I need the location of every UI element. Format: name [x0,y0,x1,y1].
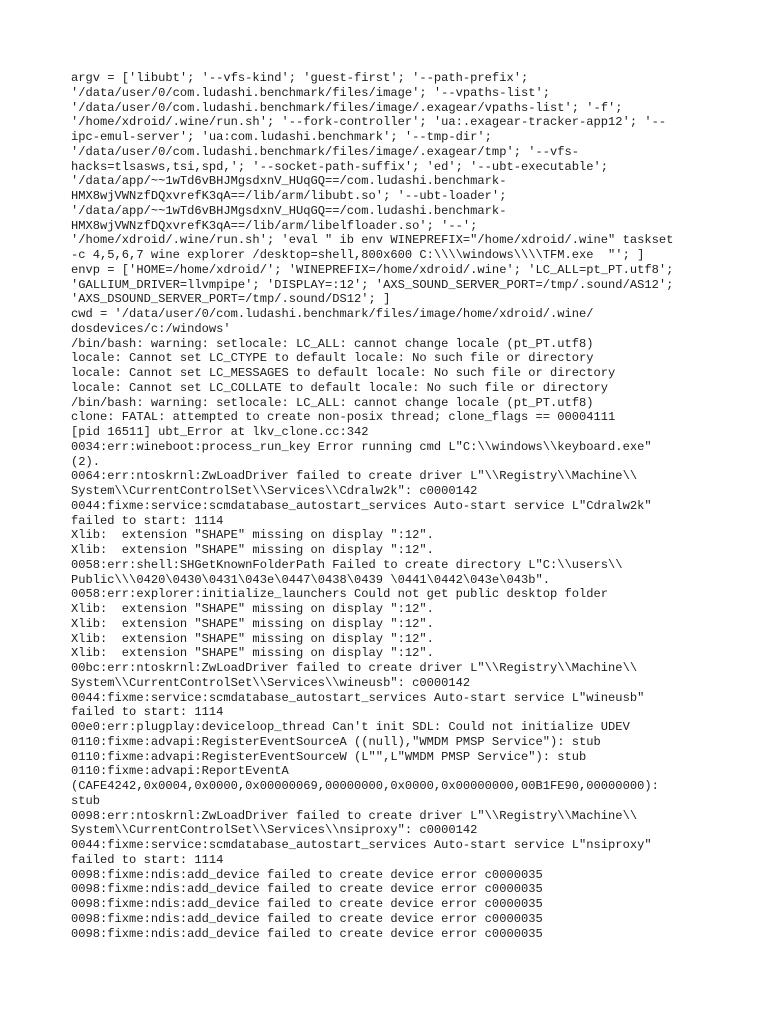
log-line: 0098:fixme:ndis:add_device failed to create device error c0000035 [71,867,543,882]
log-line: 'AXS_DSOUND_SERVER_PORT=/tmp/.sound/DS12'; ] [71,292,391,307]
log-output[interactable] [71,71,711,941]
log-line: envp = ['HOME=/home/xdroid/'; 'WINEPREFIX=/home/xdroid/.wine'; 'LC_ALL=pt_PT.utf8'; [71,262,674,277]
log-line: 0110:fixme:advapi:ReportEventA [71,764,289,779]
log-line: clone: FATAL: attempted to create non-posix thread; clone_flags == 00004111 [71,410,616,425]
log-line: 0098:err:ntoskrnl:ZwLoadDriver failed to create driver L"\\Registry\\Machine\\ [71,808,638,823]
log-line: '/data/user/0/com.ludashi.benchmark/files/image/.exagear/vpaths-list'; '-f'; [71,100,623,115]
log-line: Xlib: extension "SHAPE" missing on display ":12". [71,646,434,661]
log-line: 0044:fixme:service:scmdatabase_autostart_services Auto-start service L"wineusb" [71,690,645,705]
log-line: stub [71,793,101,808]
log-line: 0044:fixme:service:scmdatabase_autostart_services Auto-start service L"Cdralw2k" [71,498,652,513]
log-line: locale: Cannot set LC_COLLATE to default locale: No such file or directory [71,380,609,395]
log-line: '/data/app/~~1wTd6vBHJMgsdxnV_HUqGQ==/com.ludashi.benchmark- [71,174,507,189]
log-line: -c 4,5,6,7 wine explorer /desktop=shell,800x600 C:\\\\windows\\\\TFM.exe "'; ] [71,248,645,262]
log-line: /bin/bash: warning: setlocale: LC_ALL: cannot change locale (pt_PT.utf8) [71,395,594,410]
log-line: 0110:fixme:advapi:RegisterEventSourceW (L"",L"WMDM PMSP Service"): stub [71,749,587,764]
log-line: Xlib: extension "SHAPE" missing on display ":12". [71,602,434,616]
log-line: 00bc:err:ntoskrnl:ZwLoadDriver failed to create driver L"\\Registry\\Machine\\ [71,661,638,675]
log-line: 0058:err:explorer:initialize_launchers Could not get public desktop folder [71,587,609,602]
log-line: failed to start: 1114 [71,513,224,528]
log-line: System\\CurrentControlSet\\Services\\Cdralw2k": c0000142 [71,484,478,498]
log-line: System\\CurrentControlSet\\Services\\wineusb": c0000142 [71,675,471,690]
log-line: locale: Cannot set LC_CTYPE to default locale: No such file or directory [71,351,594,366]
log-line: Xlib: extension "SHAPE" missing on display ":12". [71,616,434,631]
log-line: /bin/bash: warning: setlocale: LC_ALL: cannot change locale (pt_PT.utf8) [71,336,594,351]
log-line: 0064:err:ntoskrnl:ZwLoadDriver failed to create driver L"\\Registry\\Machine\\ [71,469,638,484]
log-line: hacks=tlsasws,tsi,spd,'; '--socket-path-suffix'; 'ed'; '--ubt-executable'; [71,159,609,174]
log-line: 0110:fixme:advapi:RegisterEventSourceA ((null),"WMDM PMSP Service"): stub [71,734,601,749]
log-line: cwd = '/data/user/0/com.ludashi.benchmark/files/image/home/xdroid/.wine/ [71,307,594,321]
log-line: 0058:err:shell:SHGetKnownFolderPath Failed to create directory L"C:\\users\\ [71,557,623,572]
log-line: 00e0:err:plugplay:deviceloop_thread Can't init SDL: Could not initialize UDEV [71,720,630,734]
log-line: 0098:fixme:ndis:add_device failed to create device error c0000035 [71,897,543,911]
log-line: Xlib: extension "SHAPE" missing on display ":12". [71,631,434,646]
log-line: 'GALLIUM_DRIVER=llvmpipe'; 'DISPLAY=:12'; 'AXS_SOUND_SERVER_PORT=/tmp/.sound/AS12'; [71,277,674,292]
log-line: HMX8wjVWNzfDQxvrefK3qA==/lib/arm/libubt.so'; '--ubt-loader'; [71,189,507,203]
log-line: Xlib: extension "SHAPE" missing on display ":12". [71,528,434,543]
log-line: [pid 16511] ubt_Error at lkv_clone.cc:342 [71,425,369,439]
log-line: Public\\\0420\0430\0431\043e\0447\0438\0439 \0441\0442\043e\043b". [71,572,550,587]
log-line: (CAFE4242,0x0004,0x0000,0x00000069,00000000,0x0000,0x00000000,00B1FE90,00000000): [71,779,659,793]
log-line: (2). [71,454,101,469]
log-line: '/data/app/~~1wTd6vBHJMgsdxnV_HUqGQ==/com.ludashi.benchmark- [71,203,507,218]
log-line: System\\CurrentControlSet\\Services\\nsiproxy": c0000142 [71,823,478,838]
log-line: '/data/user/0/com.ludashi.benchmark/files/image/.exagear/tmp'; '--vfs- [71,144,580,159]
log-line: 0098:fixme:ndis:add_device failed to create device error c0000035 [71,911,543,926]
log-line: 0098:fixme:ndis:add_device failed to create device error c0000035 [71,926,543,941]
log-line: 0044:fixme:service:scmdatabase_autostart_services Auto-start service L"nsiproxy" [71,838,652,852]
log-line: locale: Cannot set LC_MESSAGES to default locale: No such file or directory [71,366,616,380]
log-line: 0098:fixme:ndis:add_device failed to create device error c0000035 [71,882,543,897]
log-line: dosdevices/c:/windows' [71,321,231,336]
log-line: '/home/xdroid/.wine/run.sh'; 'eval " ib env WINEPREFIX="/home/xdroid/.wine" taskset [71,233,674,248]
log-line: HMX8wjVWNzfDQxvrefK3qA==/lib/arm/libelfloader.so'; '--'; [71,218,478,233]
log-line: '/home/xdroid/.wine/run.sh'; '--fork-controller'; 'ua:.exagear-tracker-app12'; '-- [71,115,667,130]
log-line: argv = ['libubt'; '--vfs-kind'; 'guest-first'; '--path-prefix'; [71,71,529,85]
log-line: failed to start: 1114 [71,705,224,720]
log-line: failed to start: 1114 [71,852,224,867]
log-line: Xlib: extension "SHAPE" missing on display ":12". [71,543,434,557]
log-line: ipc-emul-server'; 'ua:com.ludashi.benchmark'; '--tmp-dir'; [71,130,492,144]
log-line: 0034:err:wineboot:process_run_key Error running cmd L"C:\\windows\\keyboard.exe" [71,439,652,454]
log-line: '/data/user/0/com.ludashi.benchmark/files/image'; '--vpaths-list'; [71,85,550,100]
